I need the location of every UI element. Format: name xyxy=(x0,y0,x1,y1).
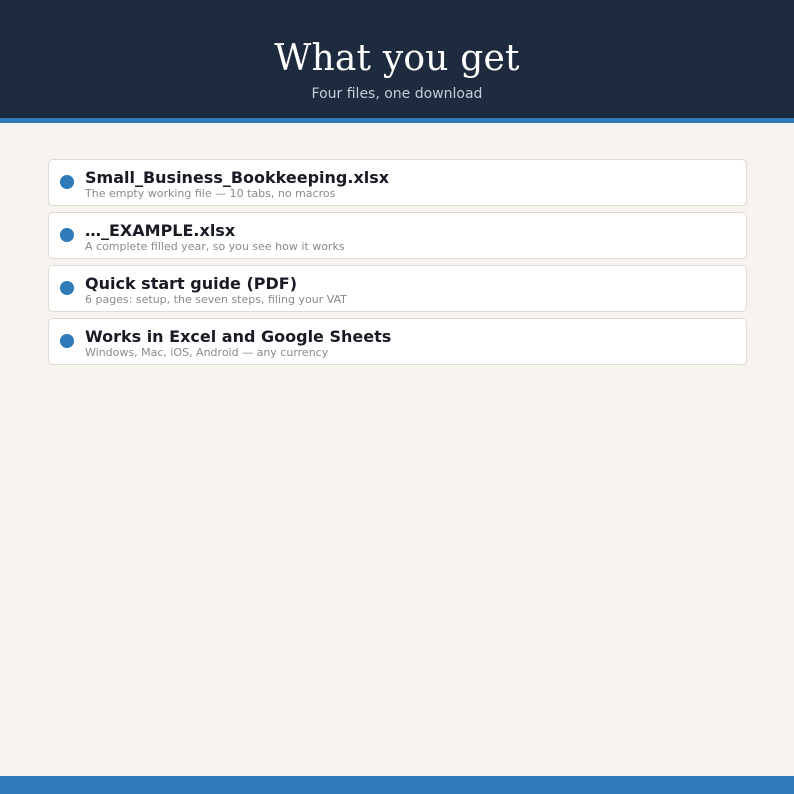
header xyxy=(0,0,794,118)
item-title: …_EXAMPLE.xlsx xyxy=(85,221,236,240)
item-description: A complete filled year, so you see how it works xyxy=(85,240,345,253)
bullet-dot-icon xyxy=(60,281,74,295)
item-description: 6 pages: setup, the seven steps, filing your VAT xyxy=(85,293,347,306)
page-title: What you get xyxy=(274,38,520,79)
item-title: Works in Excel and Google Sheets xyxy=(85,327,392,346)
list-item xyxy=(48,265,747,312)
list-item xyxy=(48,212,747,259)
item-title: Small_Business_Bookkeeping.xlsx xyxy=(85,168,390,187)
file-list xyxy=(48,159,747,371)
page-subtitle: Four files, one download xyxy=(311,86,483,102)
list-item xyxy=(48,159,747,206)
bullet-dot-icon xyxy=(60,175,74,189)
footer-bar xyxy=(0,776,794,794)
item-description: The empty working file — 10 tabs, no macros xyxy=(85,187,336,200)
item-description: Windows, Mac, iOS, Android — any currency xyxy=(85,346,329,359)
bullet-dot-icon xyxy=(60,228,74,242)
header-accent-stripe xyxy=(0,118,794,123)
list-item xyxy=(48,318,747,365)
item-title: Quick start guide (PDF) xyxy=(85,274,298,293)
bullet-dot-icon xyxy=(60,334,74,348)
